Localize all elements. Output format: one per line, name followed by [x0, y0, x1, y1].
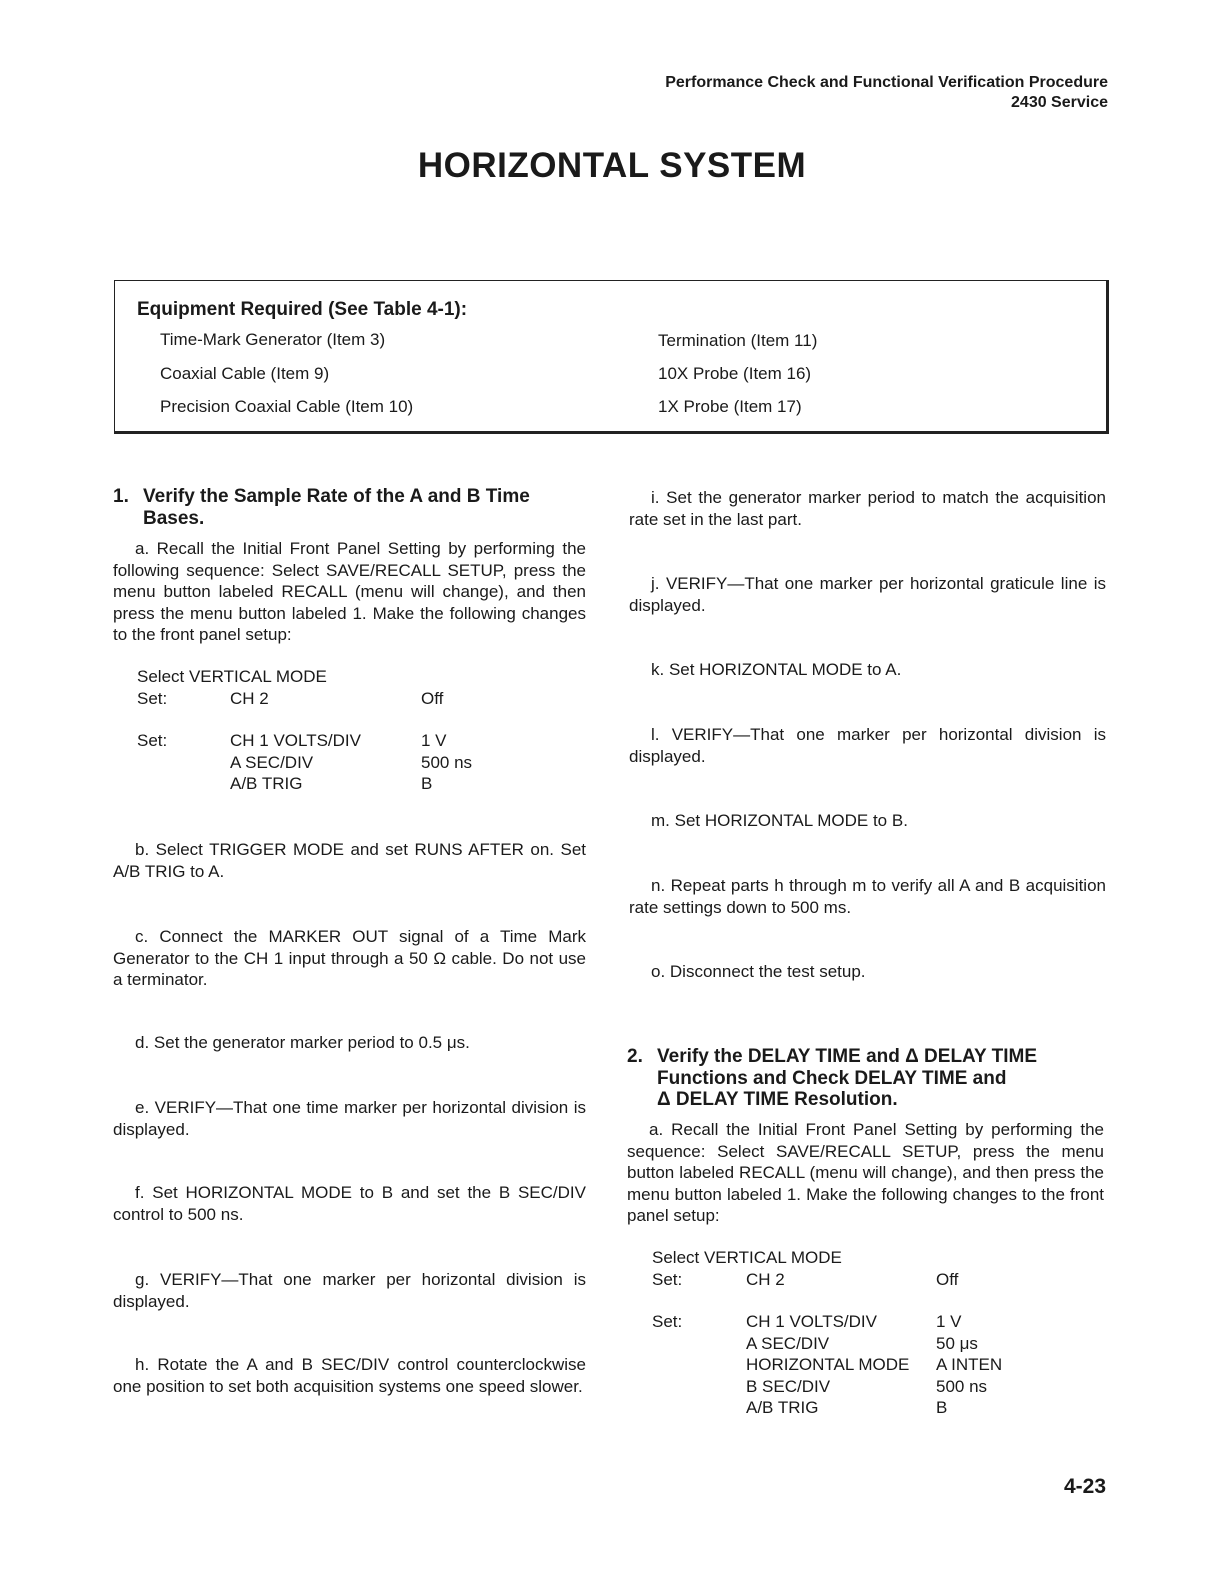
setup-item: A/B TRIG: [746, 1398, 819, 1417]
setup-set-label: Set:: [137, 688, 168, 708]
section-2-number: 2.: [627, 1046, 643, 1067]
step-1i: i. Set the generator marker period to match the acquisition rate set in the last part.: [629, 488, 1106, 529]
step-1h: h. Rotate the A and B SEC/DIV control counterclockwise one position to set both acquisition systems one speed slower.: [113, 1355, 586, 1396]
step-1a: a. Recall the Initial Front Panel Setting by performing the following sequence: Select SAVE/RECALL SETUP, press the menu button labeled RECALL (menu will change), and then press the menu button labeled 1. Make the following changes to the front panel setup:: [113, 539, 586, 644]
step-1m: m. Set HORIZONTAL MODE to B.: [651, 811, 908, 830]
running-header-title: Performance Check and Functional Verification Procedure: [665, 74, 1108, 91]
setup-value: B: [936, 1398, 948, 1417]
setup-item: HORIZONTAL MODE: [746, 1355, 910, 1374]
step-1o: o. Disconnect the test setup.: [651, 962, 866, 981]
running-header-subtitle: 2430 Service: [1011, 94, 1108, 111]
setup-table-2: [652, 1247, 1072, 1419]
equipment-item: Time-Mark Generator (Item 3): [160, 330, 386, 349]
step-1n: n. Repeat parts h through m to verify all A and B acquisition rate settings down to 500 ms.: [629, 876, 1106, 917]
equipment-heading: Equipment Required (See Table 4-1):: [137, 299, 468, 320]
setup-table-1: [137, 666, 557, 795]
setup-item: B SEC/DIV: [746, 1376, 831, 1396]
setup-set-label: Set:: [137, 731, 168, 750]
setup-value: 500 ns: [421, 752, 473, 772]
setup-select-label: Select VERTICAL MODE: [652, 1248, 842, 1267]
setup-value: 1 V: [936, 1312, 962, 1331]
setup-item: A SEC/DIV: [230, 752, 314, 772]
setup-value: B: [421, 774, 433, 793]
section-2-title-line2: Functions and Check DELAY TIME and: [657, 1067, 1007, 1089]
setup-item: CH 1 VOLTS/DIV: [230, 731, 361, 750]
section-2-title-line3: Δ DELAY TIME Resolution.: [657, 1089, 898, 1110]
step-1k: k. Set HORIZONTAL MODE to A.: [651, 660, 902, 679]
section-1-title-line1: Verify the Sample Rate of the A and B Time: [143, 486, 530, 507]
step-1f: f. Set HORIZONTAL MODE to B and set the B SEC/DIV control to 500 ns.: [113, 1183, 586, 1224]
equipment-item: Precision Coaxial Cable (Item 10): [160, 397, 414, 416]
section-2-heading: [627, 1046, 1107, 1111]
section-1-heading: [113, 486, 588, 529]
setup-value: A INTEN: [936, 1355, 1003, 1374]
step-1b: b. Select TRIGGER MODE and set RUNS AFTER on. Set A/B TRIG to A.: [113, 840, 586, 881]
equipment-item: 1X Probe (Item 17): [658, 397, 802, 416]
section-2-title-line1: Verify the DELAY TIME and Δ DELAY TIME: [657, 1046, 1038, 1067]
setup-item: A SEC/DIV: [746, 1333, 830, 1353]
setup-item: CH 2: [230, 688, 269, 708]
setup-set-label: Set:: [652, 1269, 683, 1289]
setup-value: Off: [936, 1269, 959, 1289]
setup-set-label: Set:: [652, 1312, 683, 1331]
setup-select-label: Select VERTICAL MODE: [137, 667, 327, 686]
step-1g: g. VERIFY—That one marker per horizontal division is displayed.: [113, 1270, 586, 1311]
setup-value: 50 μs: [936, 1333, 978, 1353]
section-1-number: 1.: [113, 486, 129, 507]
setup-item: A/B TRIG: [230, 774, 303, 793]
equipment-item: 10X Probe (Item 16): [658, 364, 812, 383]
setup-item: CH 1 VOLTS/DIV: [746, 1312, 877, 1331]
page-title: HORIZONTAL SYSTEM: [417, 146, 807, 185]
step-1l: l. VERIFY—That one marker per horizontal division is displayed.: [629, 725, 1106, 766]
setup-item: CH 2: [746, 1269, 785, 1289]
setup-value: 500 ns: [936, 1376, 988, 1396]
equipment-item: Coaxial Cable (Item 9): [160, 364, 330, 383]
step-1e: e. VERIFY—That one time marker per horizontal division is displayed.: [113, 1098, 586, 1139]
step-1c: c. Connect the MARKER OUT signal of a Time Mark Generator to the CH 1 input through a 50 Ω cable. Do not use a terminator.: [113, 927, 586, 989]
setup-value: Off: [421, 688, 444, 708]
section-1-title-line2: Bases.: [143, 507, 205, 529]
step-1d: d. Set the generator marker period to 0.5 μs.: [135, 1033, 470, 1052]
step-2a: a. Recall the Initial Front Panel Setting by performing the sequence: Select SAVE/RECALL SETUP, press the menu button labeled RECALL (menu will change), and then press the menu button labeled 1. Make the following changes to the front panel setup:: [627, 1120, 1104, 1225]
setup-value: 1 V: [421, 731, 447, 750]
equipment-item: Termination (Item 11): [658, 331, 818, 350]
page-number: 4-23: [1063, 1475, 1106, 1498]
equipment-box: [114, 280, 1109, 434]
step-1j: j. VERIFY—That one marker per horizontal graticule line is displayed.: [629, 574, 1106, 615]
